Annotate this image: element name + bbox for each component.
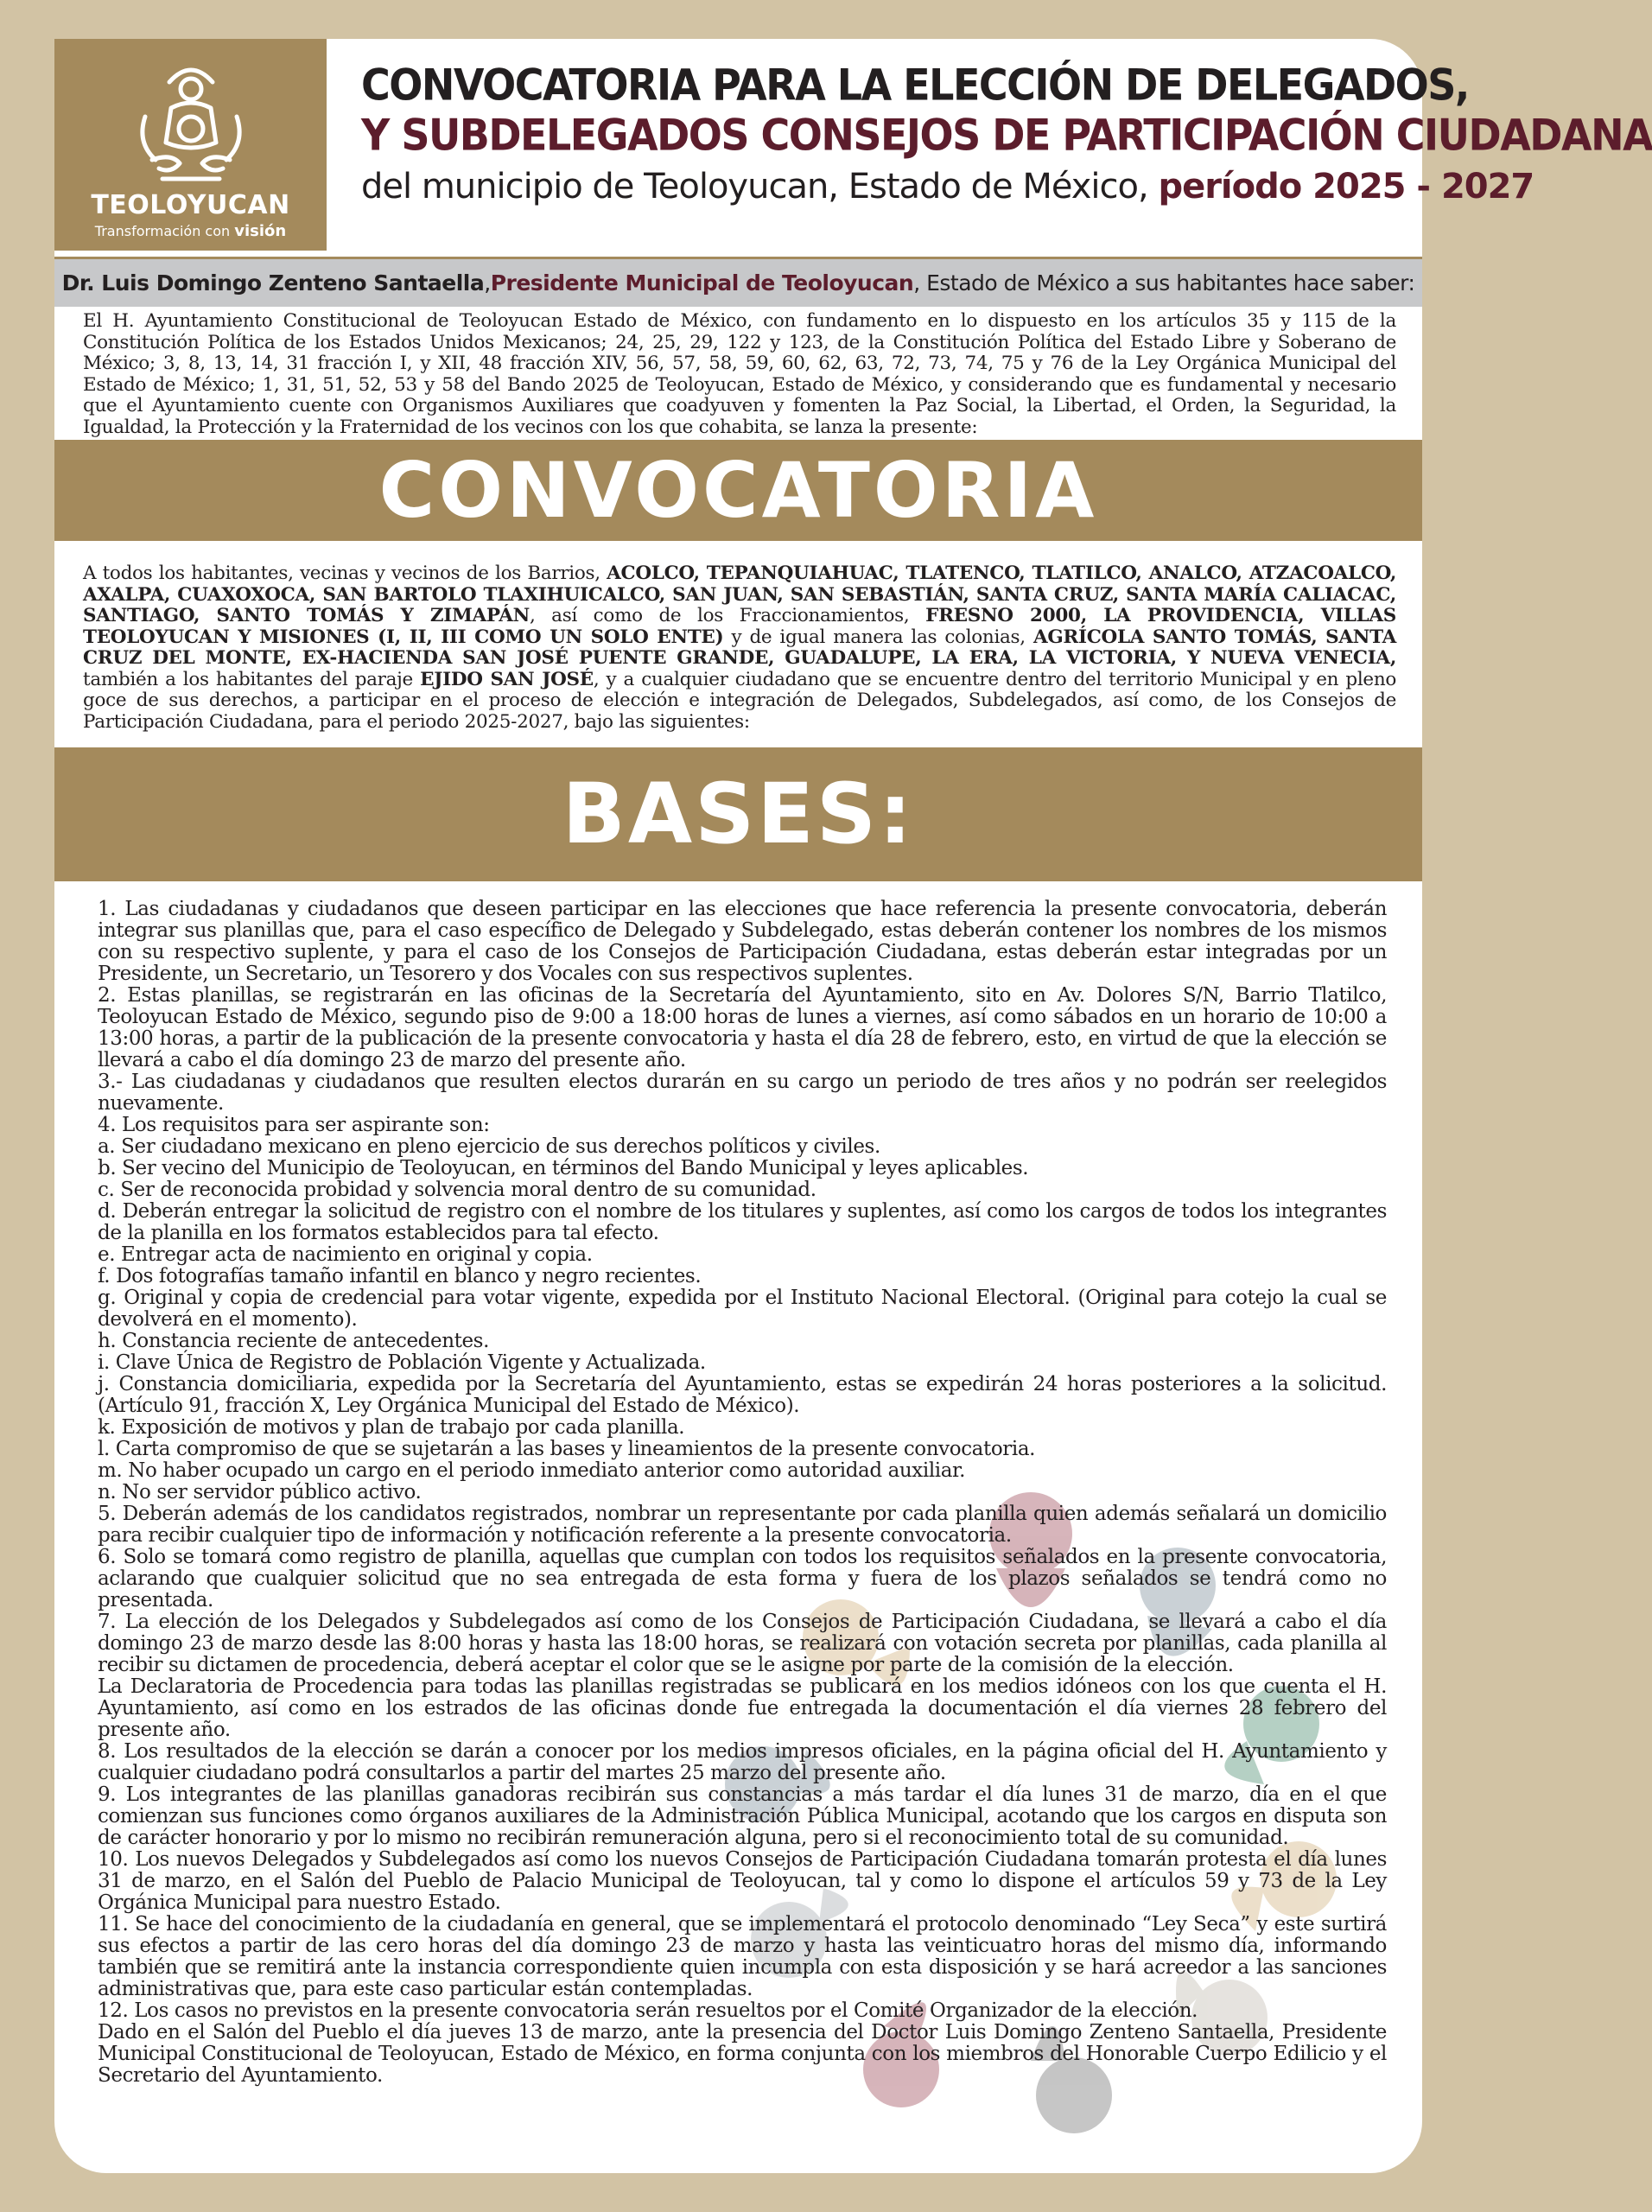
intro-paragraph: El H. Ayuntamiento Constitucional de Teoloyucan Estado de México, con fundamento en lo dispuesto en los artículos 35 y 115 de la Constitución Política de los Estados Unidos Mexicanos; 24, 25, 29, 122 y 123, de la Constitución Política del Estado Libre y Soberano de México; 3, 8, 13, 14, 31 fracción I, y XII, 48 fracción XIV, 56, 57, 58, 59, 60, 62, 63, 72, 73, 74, 75 y 76 de la Ley Orgánica Municipal del Estado de México; 1, 31, 51, 52, 53 y 58 del Bando 2025 de Teoloyucan, Estado de México, y considerando que es fundamental y necesario que el Ayuntamiento cuente con Organismos Auxiliares que coadyuven y fomenten la Paz Social, la Libertad, el Orden, la Seguridad, la Igualdad, la Protección y la Fraternidad de los vecinos con los que cohabita, se lanza la presente: [83,310,1396,438]
municipal-emblem-icon [137,56,245,186]
colonias-list: AGRÍCOLA SANTO TOMÁS, SANTA CRUZ DEL MONTE, EX-HACIENDA SAN JOSÉ PUENTE GRANDE, GUADALUPE, LA ERA, LA VICTORIA, Y NUEVA VENECIA, [83,626,1397,669]
invitation-paragraph: A todos los habitantes, vecinas y vecinos de los Barrios, ACOLCO, TEPANQUIAHUAC, TLATENCO, TLATILCO, ANALCO, ATZACOALCO, AXALPA, CUAXOXOCA, SAN BARTOLO TLAXIHUICALCO, SAN JUAN, SAN SEBASTIÁN, SANTA CRUZ, SANTA MARÍA CALIACAC, SANTIAGO, SANTO TOMÁS Y ZIMAPÁN, así como de los Fraccionamientos, FRESNO 2000, LA PROVIDENCIA, VILLAS TEOLOYUCAN Y MISIONES (I, II, III COMO UN SOLO ENTE) y de igual manera las colonias, AGRÍCOLA SANTO TOMÁS, SANTA CRUZ DEL MONTE, EX-HACIENDA SAN JOSÉ PUENTE GRANDE, GUADALUPE, LA ERA, LA VICTORIA, Y NUEVA VENECIA, también a los habitantes del paraje EJIDO SAN JOSÉ, y a cualquier ciudadano que se encuentre dentro del territorio Municipal y en pleno goce de sus derechos, a participar en el proceso de elección e integración de Delegados, Subdelegados, así como, de los Consejos de Participación Ciudadana, para el periodo 2025-2027, bajo las siguientes: [83,563,1397,733]
bases-heading: BASES: [54,747,1422,881]
base-item: i. Clave Única de Registro de Población Vigente y Actualizada. [98,1351,706,1374]
base-item: e. Entregar acta de nacimiento en original y copia. [98,1243,593,1266]
title-line-2: Y SUBDELEGADOS CONSEJOS DE PARTICIPACIÓN CIUDADANA [361,110,1652,161]
base-item: 10. Los nuevos Delegados y Subdelegados así como los nuevos Consejos de Participación Ciudadana tomarán protesta el día lunes 31 de marzo, en el Salón del Pueblo de Palacio Municipal de Teoloyucan, tal y como lo dispone el artículos 59 y 73 de la Ley Orgánica Municipal para nuestro Estado. [98,1848,1387,1914]
fraccionamientos-list: FRESNO 2000, LA PROVIDENCIA, VILLAS TEOLOYUCAN Y MISIONES (I, II, III COMO UN SOLO ENTE) [83,605,1396,648]
base-item: 8. Los resultados de la elección se darán a conocer por los medios impresos oficiales, en la página oficial del H. Ayuntamiento y cualquier ciudadano podrá consultarlos a partir del martes 25 marzo del presente año. [98,1740,1387,1784]
base-item: 12. Los casos no previstos en la presente convocatoria serán resueltos por el Comité Organizador de la elección. [98,1999,1198,2022]
convocatoria-card [54,39,1652,2173]
barrios-list: ACOLCO, TEPANQUIAHUAC, TLATENCO, TLATILCO, ANALCO, ATZACOALCO, AXALPA, CUAXOXOCA, SAN BARTOLO TLAXIHUICALCO, SAN JUAN, SAN SEBASTIÁN, SANTA CRUZ, SANTA MARÍA CALIACAC, SANTIAGO, SANTO TOMÁS Y ZIMAPÁN [83,563,1397,626]
base-item: j. Constancia domiciliaria, expedida por la Secretaría del Ayuntamiento, estas se expedirán 24 horas posteriores a la solicitud. (Artículo 91, fracción X, Ley Orgánica Municipal del Estado de México). [98,1373,1387,1417]
title-block [361,58,1652,207]
paraje-name: EJIDO SAN JOSÉ [420,668,594,690]
logo-name: TEOLOYUCAN [91,190,290,220]
base-item: 3.- Las ciudadanas y ciudadanos que resulten electos durarán en su cargo un periodo de tres años y no podrán ser reelegidos nuevamente. [98,1071,1387,1115]
base-item: 4. Los requisitos para ser aspirante son: [98,1114,490,1136]
base-item: b. Ser vecino del Municipio de Teoloyucan, en términos del Bando Municipal y leyes aplicables. [98,1157,1029,1179]
presidente-rest: , Estado de México a sus habitantes hace saber: [913,270,1415,296]
title-line-3: del municipio de Teoloyucan, Estado de México, período 2025 - 2027 [361,167,1534,207]
base-item: 2. Estas planillas, se registrarán en las oficinas de la Secretaría del Ayuntamiento, sito en Av. Dolores S/N, Barrio Tlatilco, Teoloyucan Estado de México, segundo piso de 9:00 a 18:00 horas de lunes a viernes, así como sábados en un horario de 10:00 a 13:00 horas, a partir de la publicación de la presente convocatoria y hasta el día 28 de febrero, esto, en virtud de que la elección se llevará a cabo el día domingo 23 de marzo del presente año. [98,984,1387,1071]
base-item: 1. Las ciudadanas y ciudadanos que deseen participar en las elecciones que hace referencia la presente convocatoria, deberán integrar sus planillas que, para el caso específico de Delegado y Subdelegado, estas deberán contener los nombres de los mismos con su respectivo suplente, y para el caso de los Consejos de Participación Ciudadana, estas deberán estar integradas por un Presidente, un Secretario, un Tesorero y dos Vocales con sus respectivos suplentes. [98,898,1387,985]
base-item: l. Carta compromiso de que se sujetarán a las bases y lineamientos de la presente convocatoria. [98,1438,1036,1460]
base-item: 9. Los integrantes de las planillas ganadoras recibirán sus constancias a más tardar el día lunes 31 de marzo, día en el que comienzan sus funciones como órganos auxiliares de la Administración Pública Municipal, acotando que los cargos en disputa son de carácter honorario y por lo mismo no recibirán remuneración alguna, pero si el reconocimiento total de su comunidad. [98,1783,1387,1849]
base-item: 6. Solo se tomará como registro de planilla, aquellas que cumplan con todos los requisitos señalados en la presente convocatoria, aclarando que cualquier solicitud que no sea entregada de esta forma y fuera de los plazos señalados se tendrá como no presentada. [98,1546,1387,1611]
presidente-bar: Dr. Luis Domingo Zenteno Santaella , Presidente Municipal de Teoloyucan , Estado de México a sus habitantes hace saber: [54,257,1422,307]
base-item: 7. La elección de los Delegados y Subdelegados así como de los Consejos de Participación Ciudadana, se llevará a cabo el día domingo 23 de marzo desde las 8:00 horas y hasta las 18:00 horas, se realizará con votación secreta por planillas, cada planilla al recibir su dictamen de procedencia, deberá aceptar el color que se le asigne por parte de la comisión de la elección. [98,1611,1387,1676]
base-item: n. No ser servidor público activo. [98,1481,422,1503]
base-item: f. Dos fotografías tamaño infantil en blanco y negro recientes. [98,1265,702,1287]
title-line-1: CONVOCATORIA PARA LA ELECCIÓN DE DELEGADOS, [361,60,1469,111]
base-item: h. Constancia reciente de antecedentes. [98,1330,489,1352]
base-item: g. Original y copia de credencial para votar vigente, expedida por el Instituto Nacional Electoral. (Original para cotejo la cual se devolverá en el momento). [98,1287,1387,1331]
base-item: Dado en el Salón del Pueblo el día jueves 13 de marzo, ante la presencia del Doctor Luis Domingo Zenteno Santaella, Presidente Municipal Constitucional de Teoloyucan, Estado de México, en forma conjunta con los miembros del Honorable Cuerpo Edilicio y el Secretario del Ayuntamiento. [98,2021,1387,2087]
presidente-role: Presidente Municipal de Teoloyucan [490,270,914,296]
base-item: 11. Se hace del conocimiento de la ciudadanía en general, que se implementará el protocolo denominado “Ley Seca” y este surtirá sus efectos a partir de las cero horas del día domingo 23 de marzo y hasta las veinticuatro horas del mismo día, informando también que se remitirá ante la instancia correspondiente quien incumpla con esta disposición y se hará acreedor a las sanciones administrativas que, para este caso particular están contempladas. [98,1913,1387,2000]
header [54,39,1652,251]
base-item: 5. Deberán además de los candidatos registrados, nombrar un representante por cada planilla quien además señalará un domicilio para recibir cualquier tipo de información y notificación referente a la presente convocatoria. [98,1503,1387,1547]
logo-tagline: Transformación con visión [94,222,287,240]
base-item: d. Deberán entregar la solicitud de registro con el nombre de los titulares y suplentes, así como los cargos de todos los integrantes de la planilla en los formatos establecidos para tal efecto. [98,1200,1387,1244]
logo [54,39,327,251]
base-item: La Declaratoria de Procedencia para todas las planillas registradas se publicará en los medios idóneos con los que cuenta el H. Ayuntamiento, así como en los estrados de las oficinas donde fue entregada la documentación el día viernes 28 febrero del presente año. [98,1675,1387,1741]
base-item: k. Exposición de motivos y plan de trabajo por cada planilla. [98,1416,685,1439]
presidente-name: Dr. Luis Domingo Zenteno Santaella [61,270,485,296]
base-item: m. No haber ocupado un cargo en el periodo inmediato anterior como autoridad auxiliar. [98,1459,966,1482]
base-item: c. Ser de reconocida probidad y solvencia moral dentro de su comunidad. [98,1179,816,1201]
bases-list [98,899,1387,2087]
convocatoria-heading: CONVOCATORIA [54,440,1422,541]
base-item: a. Ser ciudadano mexicano en pleno ejercicio de sus derechos políticos y civiles. [98,1135,880,1158]
